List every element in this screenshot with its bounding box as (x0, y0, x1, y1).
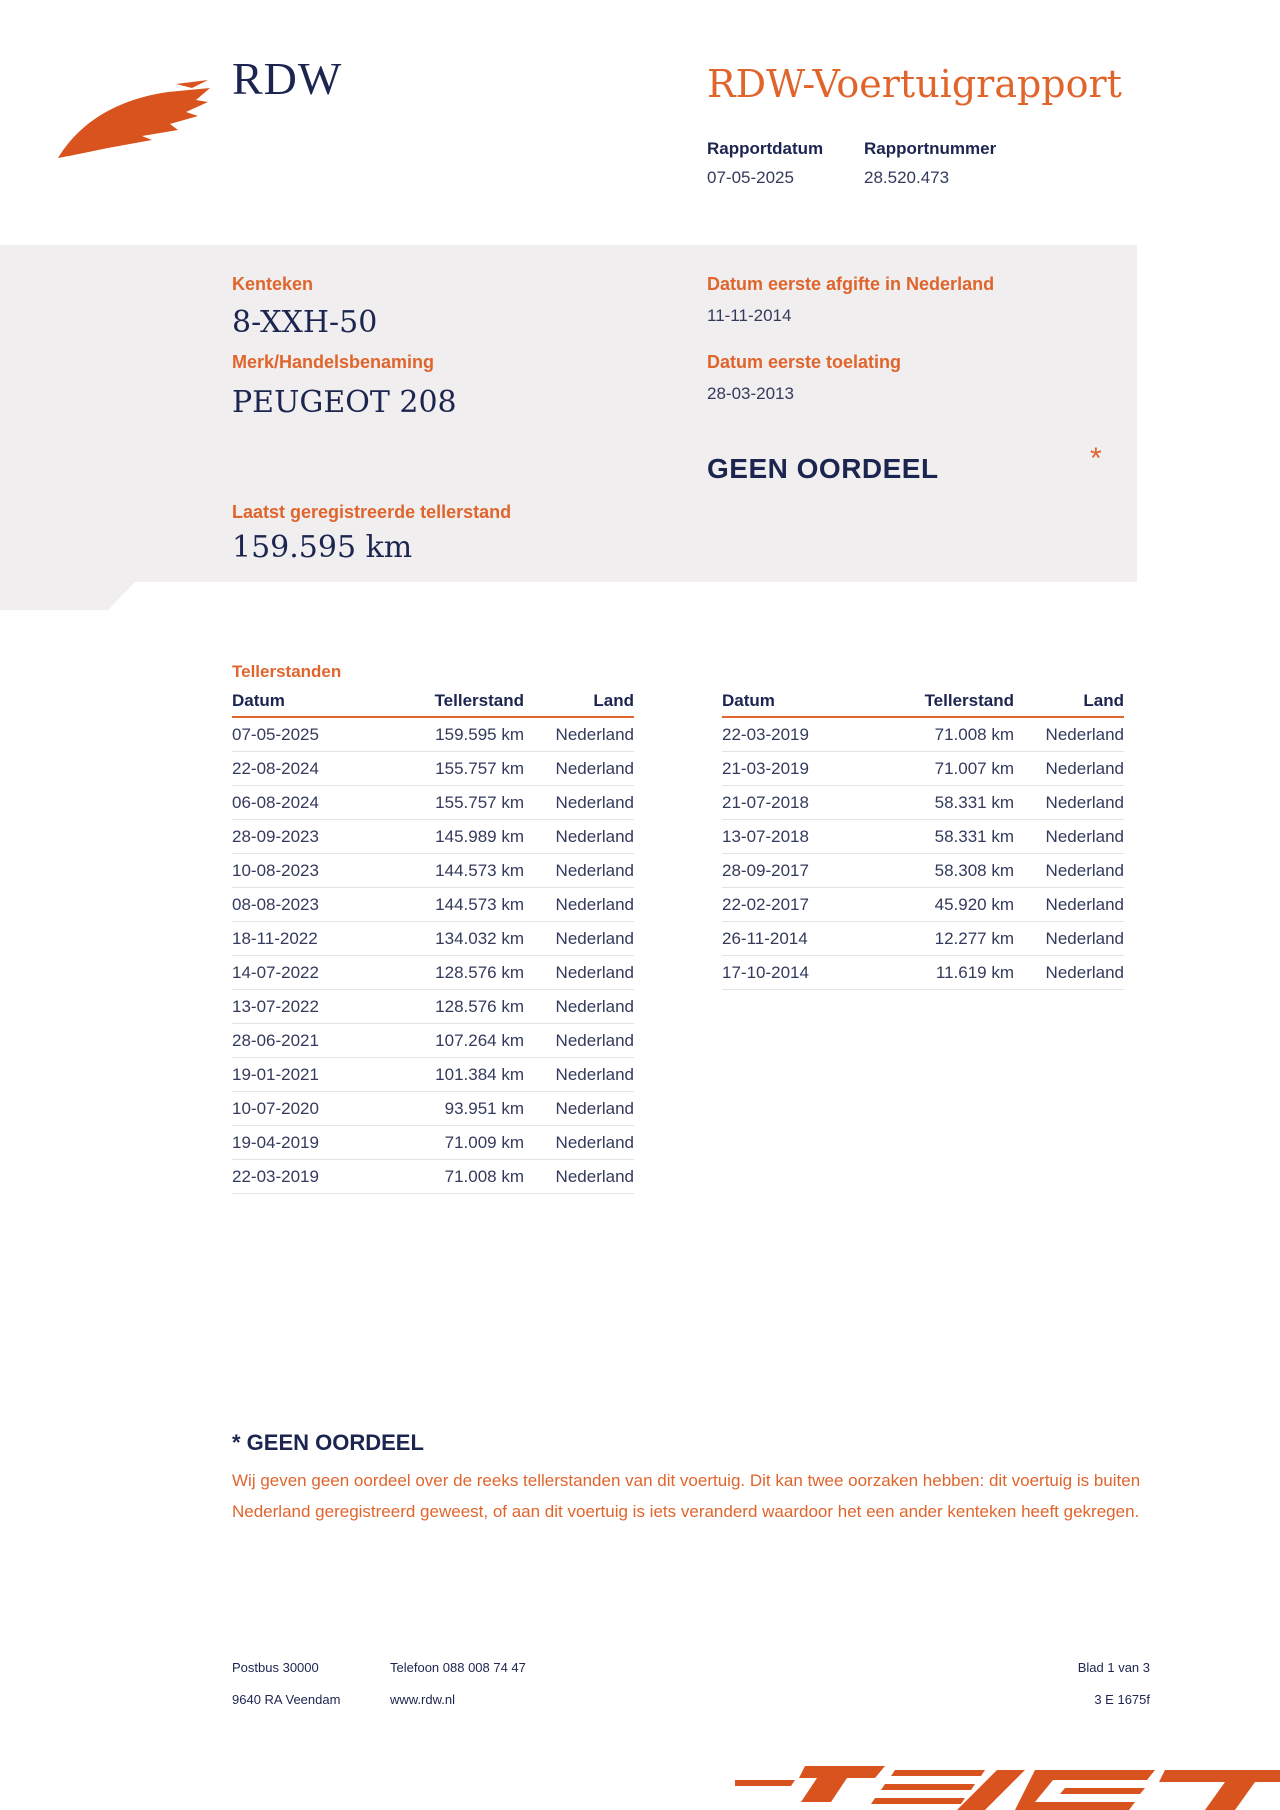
row-reading: 128.576 km (370, 990, 524, 1024)
row-reading: 134.032 km (370, 922, 524, 956)
row-reading: 159.595 km (370, 717, 524, 752)
table-row (722, 888, 1124, 922)
report-date: 07-05-2025 (707, 168, 794, 187)
row-date: 19-01-2021 (232, 1058, 370, 1092)
row-date: 07-05-2025 (232, 717, 370, 752)
row-country: Nederland (524, 820, 634, 854)
table-row (722, 752, 1124, 786)
row-reading: 155.757 km (370, 786, 524, 820)
first-admission-value: 28-03-2013 (707, 384, 794, 403)
row-country: Nederland (1014, 888, 1124, 922)
vehicle-summary-panel (0, 245, 1137, 582)
row-reading: 71.008 km (860, 717, 1014, 752)
plate-value: 8-XXH-50 (232, 305, 378, 340)
row-country: Nederland (1014, 752, 1124, 786)
row-date: 08-08-2023 (232, 888, 370, 922)
table-header-row (232, 688, 634, 717)
row-date: 22-02-2017 (722, 888, 860, 922)
report-date-label: Rapportdatum (707, 139, 824, 158)
row-country: Nederland (524, 752, 634, 786)
row-reading: 144.573 km (370, 854, 524, 888)
col-reading: Tellerstand (370, 688, 524, 717)
table-row (722, 854, 1124, 888)
col-country: Land (1014, 688, 1124, 717)
table-row (232, 888, 634, 922)
row-date: 10-08-2023 (232, 854, 370, 888)
row-country: Nederland (524, 922, 634, 956)
row-country: Nederland (524, 1160, 634, 1194)
row-country: Nederland (1014, 820, 1124, 854)
row-date: 13-07-2018 (722, 820, 860, 854)
row-country: Nederland (524, 717, 634, 752)
table-row (232, 956, 634, 990)
col-date: Datum (722, 688, 860, 717)
table-row (232, 854, 634, 888)
row-date: 19-04-2019 (232, 1126, 370, 1160)
row-country: Nederland (524, 990, 634, 1024)
row-date: 14-07-2022 (232, 956, 370, 990)
verdict-marker: * (1090, 442, 1102, 475)
row-reading: 71.009 km (370, 1126, 524, 1160)
table-row (722, 717, 1124, 752)
make-value: PEUGEOT 208 (232, 385, 457, 420)
row-reading: 101.384 km (370, 1058, 524, 1092)
table-row (722, 786, 1124, 820)
speed-stripes-icon (735, 1762, 1280, 1810)
col-country: Land (524, 688, 634, 717)
row-country: Nederland (1014, 786, 1124, 820)
row-date: 10-07-2020 (232, 1092, 370, 1126)
table-row (232, 990, 634, 1024)
row-reading: 145.989 km (370, 820, 524, 854)
row-country: Nederland (524, 786, 634, 820)
row-reading: 58.331 km (860, 820, 1014, 854)
footer-page: Blad 1 van 3 (1077, 1660, 1150, 1675)
verdict: GEEN OORDEEL (707, 453, 939, 484)
row-country: Nederland (1014, 854, 1124, 888)
table-row (722, 820, 1124, 854)
row-date: 21-03-2019 (722, 752, 860, 786)
row-date: 13-07-2022 (232, 990, 370, 1024)
row-reading: 155.757 km (370, 752, 524, 786)
plate-label: Kenteken (232, 274, 314, 294)
col-reading: Tellerstand (860, 688, 1014, 717)
row-date: 28-09-2017 (722, 854, 860, 888)
row-date: 26-11-2014 (722, 922, 860, 956)
footer-web: www.rdw.nl (390, 1692, 456, 1707)
report-title: RDW-Voertuigrapport (707, 62, 1122, 106)
row-country: Nederland (1014, 717, 1124, 752)
row-date: 22-08-2024 (232, 752, 370, 786)
row-reading: 58.308 km (860, 854, 1014, 888)
brand-name: RDW (232, 53, 343, 104)
make-label: Merk/Handelsbenaming (232, 352, 435, 372)
first-nl-value: 11-11-2014 (707, 306, 792, 325)
footer-address-2: 9640 RA Veendam (232, 1692, 341, 1707)
row-country: Nederland (524, 1126, 634, 1160)
first-admission-label: Datum eerste toelating (707, 352, 902, 372)
table-row (232, 820, 634, 854)
row-date: 06-08-2024 (232, 786, 370, 820)
row-reading: 11.619 km (860, 956, 1014, 990)
row-date: 21-07-2018 (722, 786, 860, 820)
row-reading: 12.277 km (860, 922, 1014, 956)
row-date: 28-06-2021 (232, 1024, 370, 1058)
table-row (232, 1092, 634, 1126)
table-row (232, 752, 634, 786)
first-nl-label: Datum eerste afgifte in Nederland (707, 274, 995, 294)
row-reading: 128.576 km (370, 956, 524, 990)
row-country: Nederland (524, 1092, 634, 1126)
table-row (722, 922, 1124, 956)
row-reading: 144.573 km (370, 888, 524, 922)
row-date: 22-03-2019 (232, 1160, 370, 1194)
row-country: Nederland (524, 888, 634, 922)
report-number-label: Rapportnummer (864, 139, 997, 158)
table-row (232, 1058, 634, 1092)
row-reading: 107.264 km (370, 1024, 524, 1058)
row-reading: 71.007 km (860, 752, 1014, 786)
footer-code: 3 E 1675f (1094, 1692, 1150, 1707)
row-country: Nederland (1014, 922, 1124, 956)
odometer-table-left (232, 688, 634, 1194)
odometer-label: Laatst geregistreerde tellerstand (232, 502, 512, 522)
row-date: 28-09-2023 (232, 820, 370, 854)
row-country: Nederland (524, 854, 634, 888)
row-date: 22-03-2019 (722, 717, 860, 752)
row-date: 17-10-2014 (722, 956, 860, 990)
odometer-table-right (722, 688, 1124, 990)
row-reading: 93.951 km (370, 1092, 524, 1126)
footnote-text: Wij geven geen oordeel over de reeks tellerstanden van dit voertuig. Dit kan twee oorzaken hebben: dit voertuig is buiten Nederland geregistreerd geweest, of aan dit voertuig is iets veranderd waardoor het een ander kenteken heeft gekregen. (232, 1471, 1141, 1521)
table-row (232, 1126, 634, 1160)
row-country: Nederland (1014, 956, 1124, 990)
row-date: 18-11-2022 (232, 922, 370, 956)
row-country: Nederland (524, 1024, 634, 1058)
row-country: Nederland (524, 1058, 634, 1092)
table-row (232, 922, 634, 956)
table-row (232, 1160, 634, 1194)
footer-address-1: Postbus 30000 (232, 1660, 319, 1675)
table-row (232, 1024, 634, 1058)
table-row (232, 717, 634, 752)
footnote-title: * GEEN OORDEEL (232, 1430, 424, 1455)
row-reading: 71.008 km (370, 1160, 524, 1194)
odometer-value: 159.595 km (232, 530, 413, 565)
row-reading: 58.331 km (860, 786, 1014, 820)
odometer-table-title: Tellerstanden (232, 662, 342, 681)
col-date: Datum (232, 688, 370, 717)
table-row (722, 956, 1124, 990)
table-row (232, 786, 634, 820)
row-country: Nederland (524, 956, 634, 990)
panel-tab-decoration (0, 582, 135, 610)
footer-phone: Telefoon 088 008 74 47 (390, 1660, 526, 1675)
report-number: 28.520.473 (864, 168, 950, 187)
table-header-row (722, 688, 1124, 717)
row-reading: 45.920 km (860, 888, 1014, 922)
rdw-wing-icon (58, 80, 210, 162)
